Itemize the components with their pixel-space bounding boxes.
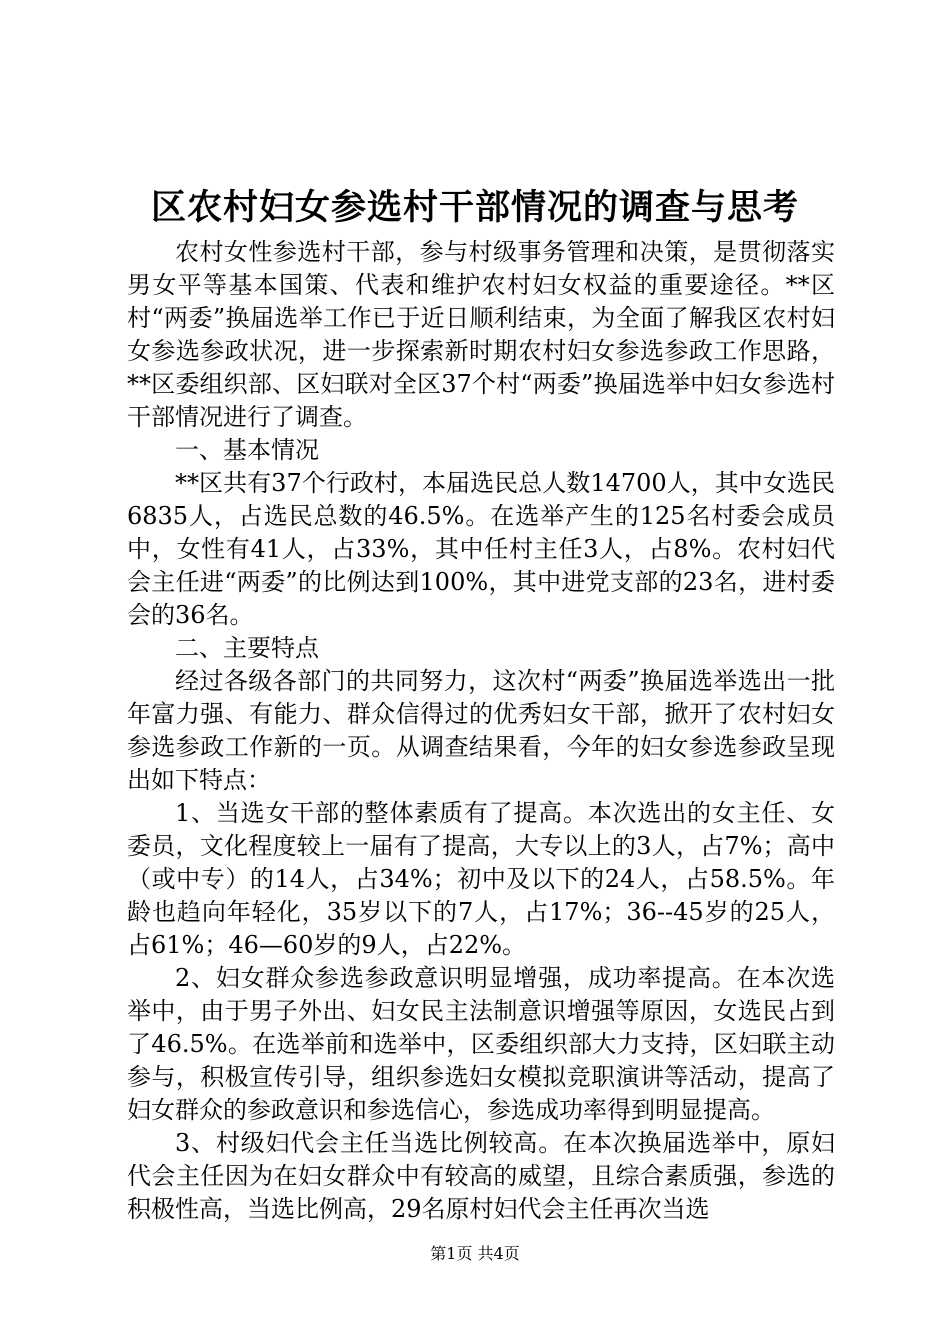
section-heading-features: 二、主要特点 (175, 634, 319, 662)
section-heading-basic: 一、基本情况 (175, 436, 319, 464)
document-title: 区农村妇女参选村干部情况的调查与思考 (150, 187, 799, 228)
paragraph-feature-3: 3、村级妇代会主任当选比例较高。在本次换届选举中，原妇代会主任因为在妇女群众中有较高的威望，且综合素质强，参选的积极性高，当选比例高，29名原村妇代会主任再次当选 (127, 1129, 835, 1223)
paragraph-intro: 农村女性参选村干部，参与村级事务管理和决策，是贯彻落实男女平等基本国策、代表和维护农村妇女权益的重要途径。**区村“两委”换届选举工作已于近日顺利结束，为全面了解我区农村妇女参选参政状况，进一步探索新时期农村妇女参选参政工作思路，**区委组织部、区妇联对全区37个村“两委”换届选举中妇女参选村干部情况进行了调查。 (127, 238, 835, 431)
page-footer: 第1页 共4页 (430, 1244, 520, 1263)
paragraph-feature-1: 1、当选女干部的整体素质有了提高。本次选出的女主任、女委员，文化程度较上一届有了提高，大专以上的3人，占7%；高中（或中专）的14人，占34%；初中及以下的24人，占58.5%。年龄也趋向年轻化，35岁以下的7人，占17%；36--45岁的25人，占61%；46—60岁的9人，占22%。 (127, 799, 835, 959)
document-body (127, 236, 835, 1226)
paragraph-feature-2: 2、妇女群众参选参政意识明显增强，成功率提高。在本次选举中，由于男子外出、妇女民主法制意识增强等原因，女选民占到了46.5%。在选举前和选举中，区委组织部大力支持，区妇联主动参与，积极宣传引导，组织参选妇女模拟竞职演讲等活动，提高了妇女群众的参政意识和参选信心，参选成功率得到明显提高。 (127, 964, 835, 1124)
paragraph-features-intro: 经过各级各部门的共同努力，这次村“两委”换届选举选出一批年富力强、有能力、群众信得过的优秀妇女干部，掀开了农村妇女参选参政工作新的一页。从调查结果看，今年的妇女参选参政呈现出如下特点： (127, 667, 835, 794)
paragraph-basic: **区共有37个行政村，本届选民总人数14700人，其中女选民6835人，占选民总数的46.5%。在选举产生的125名村委会成员中，女性有41人，占33%，其中任村主任3人，占8%。农村妇代会主任进“两委”的比例达到100%，其中进党支部的23名，进村委会的36名。 (127, 469, 835, 629)
